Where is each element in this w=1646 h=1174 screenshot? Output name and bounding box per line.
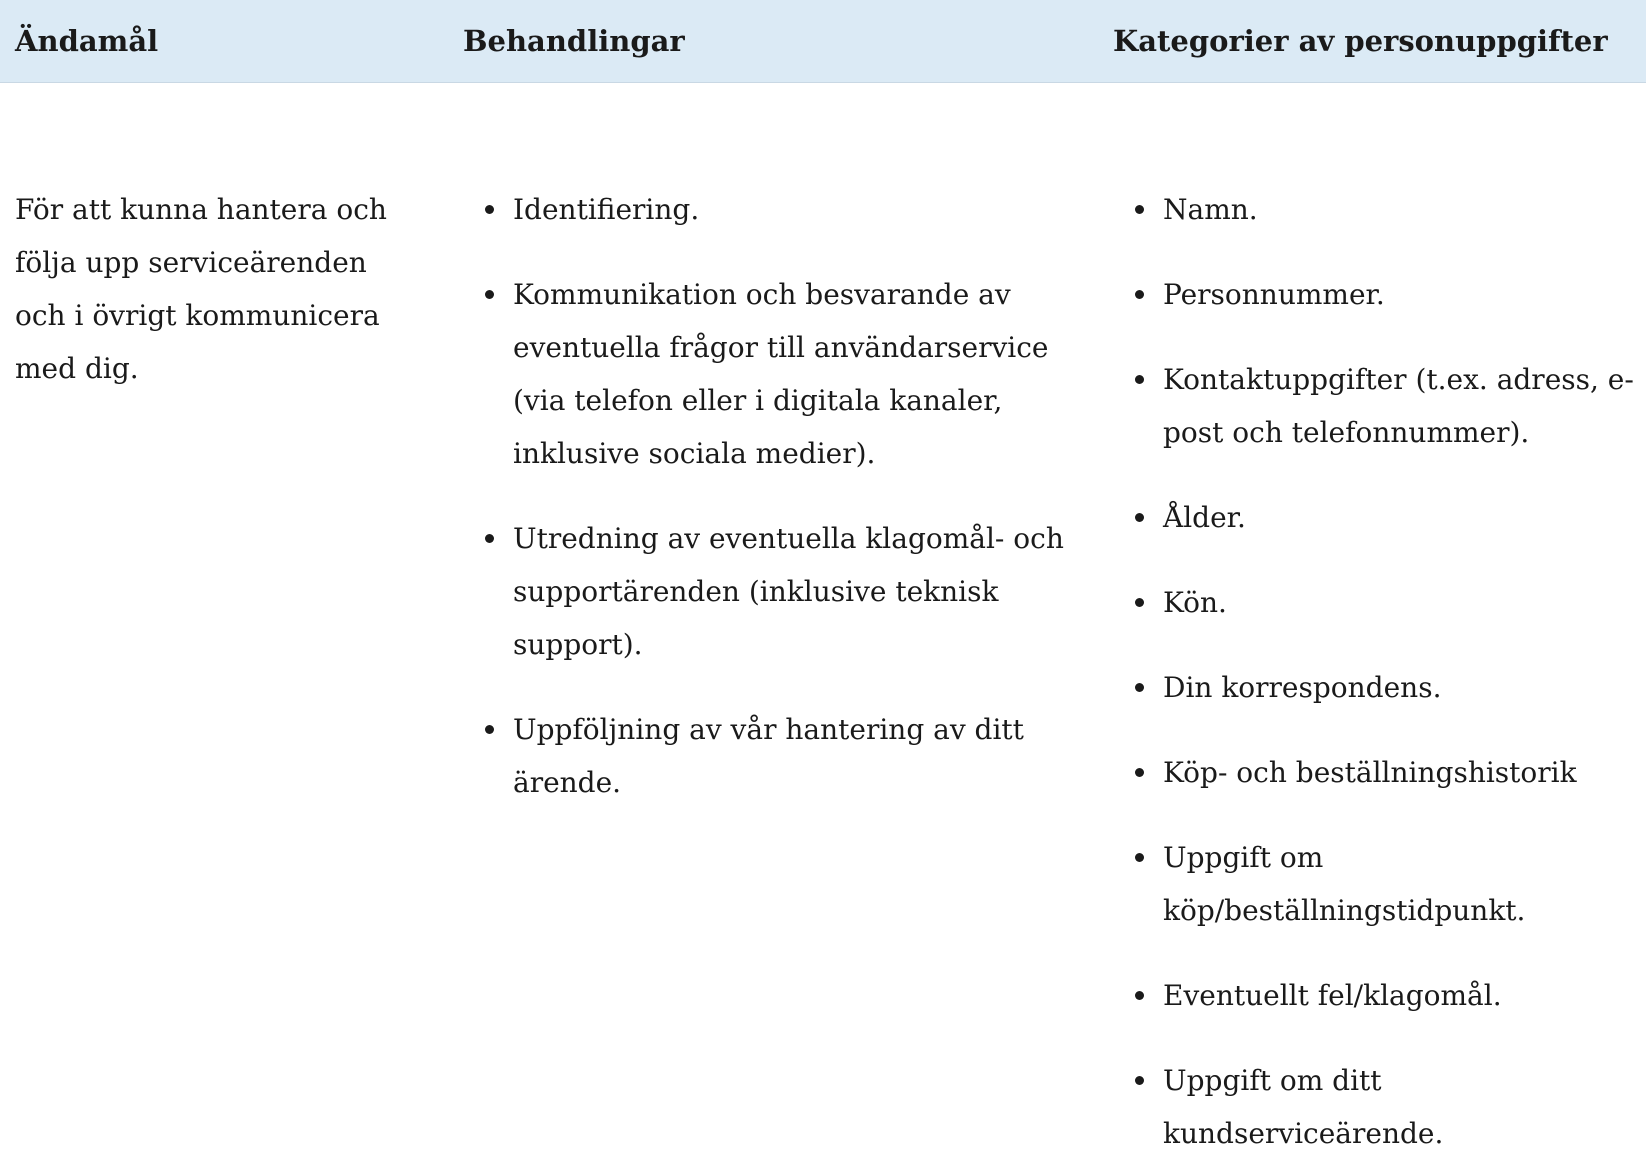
- header-categories: Kategorier av personuppgifter: [1091, 0, 1646, 83]
- table-row: [0, 83, 1646, 1174]
- list-item: Köp- och beställningshistorik: [1163, 746, 1636, 799]
- list-item: Personnummer.: [1163, 268, 1636, 321]
- categories-list: [1113, 183, 1646, 1160]
- processing-cell: [448, 83, 1091, 1174]
- list-item: Utredning av eventuella klagomål- och supportärenden (inklusive teknisk support).: [513, 512, 1076, 671]
- header-purpose: Ändamål: [0, 0, 448, 83]
- list-item: Eventuellt fel/klagomål.: [1163, 969, 1636, 1022]
- list-item: Identifiering.: [513, 183, 1076, 236]
- header-row: [0, 0, 1646, 83]
- table-body: [0, 83, 1646, 1174]
- list-item: Ålder.: [1163, 491, 1636, 544]
- purpose-cell: [0, 83, 448, 1174]
- purpose-text: För att kunna hantera och följa upp serviceärenden och i övrigt kommunicera med dig.: [15, 193, 387, 385]
- list-item: Uppgift om ditt kundserviceärende.: [1163, 1054, 1636, 1160]
- list-item: Kommunikation och besvarande av eventuella frågor till användarservice (via telefon eller i digitala kanaler, inklusive sociala medier).: [513, 268, 1076, 480]
- list-item: Uppföljning av vår hantering av ditt ärende.: [513, 703, 1076, 809]
- list-item: Kön.: [1163, 576, 1636, 629]
- categories-cell: [1091, 83, 1646, 1174]
- list-item: Uppgift om köp/beställningstidpunkt.: [1163, 831, 1636, 937]
- list-item: Namn.: [1163, 183, 1636, 236]
- list-item: Kontaktuppgifter (t.ex. adress, e-post och telefonnummer).: [1163, 353, 1636, 459]
- table-header: [0, 0, 1646, 83]
- header-processing: Behandlingar: [448, 0, 1091, 83]
- list-item: Din korrespondens.: [1163, 661, 1636, 714]
- processing-list: [463, 183, 1076, 809]
